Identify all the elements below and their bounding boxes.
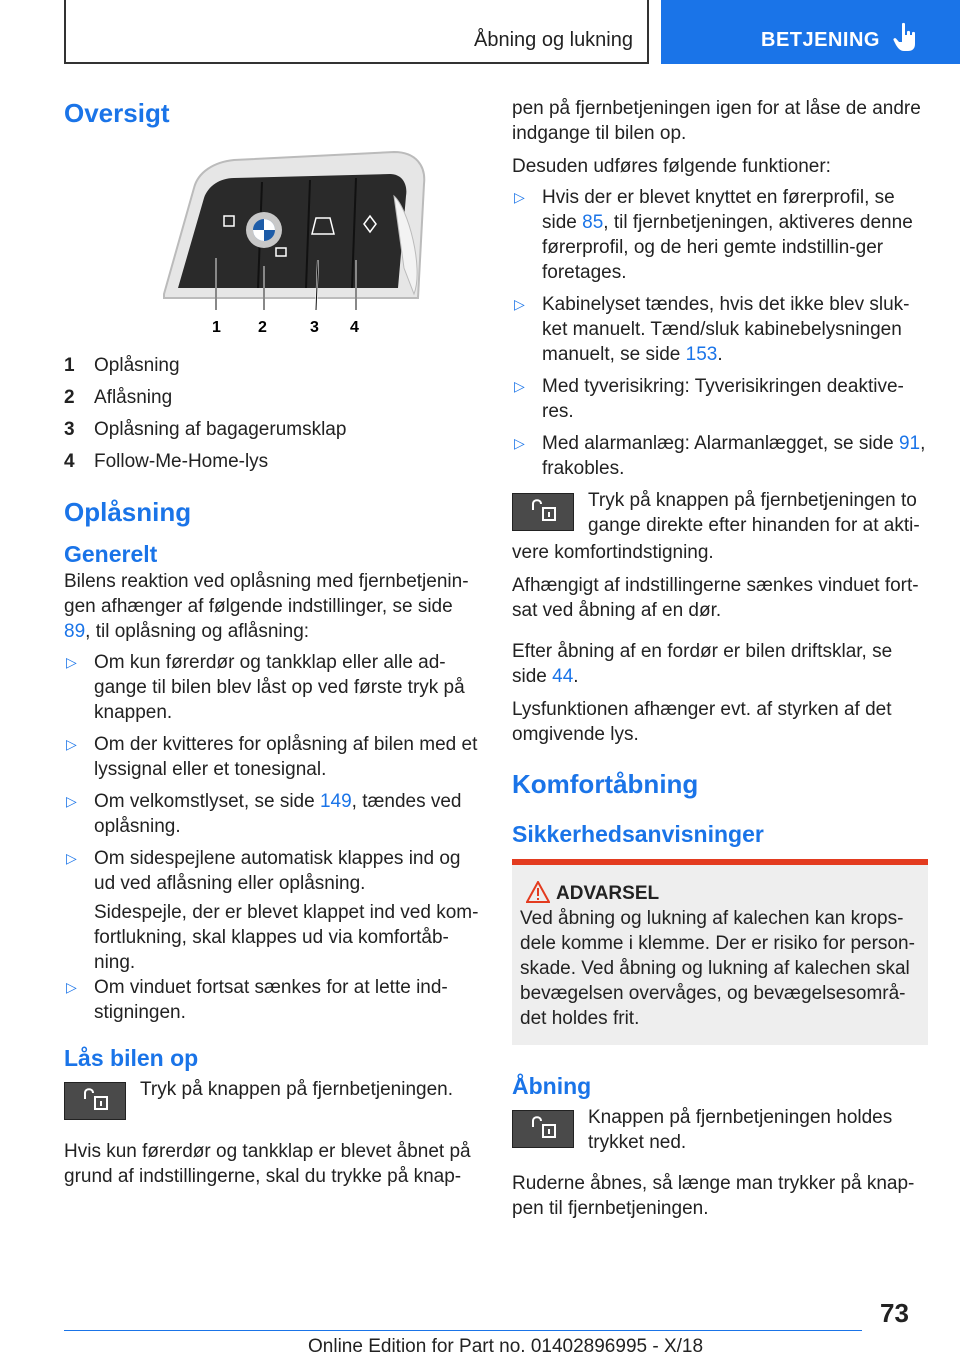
triangle-bullet-icon: ▷ — [514, 378, 525, 394]
page-link-149[interactable]: 149 — [319, 791, 352, 812]
unlock-button-icon — [512, 1110, 574, 1148]
key-label-4: 4 — [350, 319, 359, 336]
comfort-button-instruction: Tryk på knappen på fjernbetjeningen to gange direkte efter hinanden for at akti- — [512, 488, 928, 540]
remote-key-illustration — [134, 148, 426, 338]
list-item: ▷ Om sidespejlene automatisk klappes ind og ud ved aflåsning eller oplåsning. — [66, 848, 461, 894]
ready-paragraph: Efter åbning af en fordør er bilen driftsklar, se side 44. — [512, 641, 893, 687]
unlock-paragraph: Hvis kun førerdør og tankklap er blevet åbnet på grund af indstillingerne, skal du trykke på knap- — [64, 1141, 471, 1187]
continued-paragraph: pen på fjernbetjeningen igen for at låse de andre indgange til bilen op. — [512, 98, 921, 144]
page-link-89[interactable]: 89 — [64, 621, 86, 642]
page-link-85[interactable]: 85 — [582, 212, 604, 233]
left-column — [64, 96, 482, 1189]
triangle-bullet-icon: ▷ — [514, 296, 525, 312]
warning-triangle-icon — [526, 881, 550, 903]
list-item: ▷ Om velkomstlyset, se side 149, tændes ved oplåsning. — [66, 791, 462, 837]
open-paragraph: Ruderne åbnes, så længe man trykker på knap-pen til fjernbetjeningen. — [512, 1173, 915, 1219]
hand-pointer-icon — [893, 22, 919, 52]
heading-general: Generelt — [64, 541, 158, 567]
footer-edition: Online Edition for Part no. 01402896995 - X/18 — [308, 1336, 704, 1357]
triangle-bullet-icon: ▷ — [66, 654, 77, 670]
window-paragraph: Afhængigt af indstillingerne sænkes vinduet fort-sat ved åbning af en dør. — [512, 575, 919, 621]
unlock-button-icon — [64, 1082, 126, 1120]
triangle-bullet-icon: ▷ — [66, 736, 77, 752]
header-section-box — [64, 0, 649, 64]
functions-list — [512, 185, 928, 481]
page-number: 73 — [880, 1298, 909, 1328]
list-item: ▷ Om kun førerdør og tankklap eller alle ad-gange til bilen blev låst op ved første tryk på knappen. — [66, 652, 465, 723]
heading-opening: Åbning — [512, 1073, 592, 1099]
general-paragraph: Bilens reaktion ved oplåsning med fjernbetjenin-gen afhænger af følgende indstillinger, se side 89, til oplåsning og aflåsning: — [64, 571, 469, 642]
page-link-44[interactable]: 44 — [552, 666, 574, 687]
open-button-instruction: Knappen på fjernbetjeningen holdes trykket ned. — [512, 1105, 928, 1157]
warning-title: ADVARSEL — [556, 883, 660, 904]
legend-item: 3 Oplåsning af bagagerumsklap — [64, 419, 347, 440]
key-label-2: 2 — [258, 319, 267, 336]
key-label-3: 3 — [310, 319, 319, 336]
triangle-bullet-icon: ▷ — [514, 435, 525, 451]
comfort-cont: vere komfortindstigning. — [512, 542, 714, 563]
heading-safety: Sikkerhedsanvisninger — [512, 821, 764, 847]
triangle-bullet-icon: ▷ — [514, 189, 525, 205]
also-functions-text: Desuden udføres følgende funktioner: — [512, 156, 831, 177]
mirror-note: Sidespejle, der er blevet klappet ind ved kom-fortlukning, skal klappes ud via komfortåb-ning. — [94, 902, 479, 973]
legend-item: 4 Follow-Me-Home-lys — [64, 451, 269, 472]
page-link-153[interactable]: 153 — [685, 344, 718, 365]
heading-unlocking: Oplåsning — [64, 497, 192, 527]
heading-unlock-car: Lås bilen op — [64, 1045, 199, 1071]
unlock-button-instruction: Tryk på knappen på fjernbetjeningen. — [64, 1077, 482, 1129]
warning-box — [512, 859, 928, 1045]
header-chapter-title: BETJENING — [761, 29, 880, 51]
triangle-bullet-icon: ▷ — [66, 793, 77, 809]
triangle-bullet-icon: ▷ — [66, 850, 77, 866]
list-item: ▷ Om der kvitteres for oplåsning af bilen med et lyssignal eller et tonesignal. — [66, 734, 478, 780]
list-item: ▷ Med tyverisikring: Tyverisikringen deaktive-res. — [514, 376, 904, 422]
heading-comfort-opening: Komfortåbning — [512, 769, 699, 799]
list-item: ▷ Om vinduet fortsat sænkes for at lette ind-stigningen. — [66, 977, 448, 1023]
list-item: ▷ Kabinelyset tændes, hvis det ikke blev sluk-ket manuelt. Tænd/sluk kabinebelysningen manuelt, se side 153. — [514, 294, 910, 365]
light-paragraph: Lysfunktionen afhænger evt. af styrken af det omgivende lys. — [512, 699, 892, 745]
triangle-bullet-icon: ▷ — [66, 979, 77, 995]
settings-list-cont — [64, 975, 482, 1025]
settings-list — [64, 650, 482, 896]
warning-text: Ved åbning og lukning af kalechen kan krops-dele komme i klemme. Der er risiko for person-skade. Ved åbning og lukning af kalechen skal bevægelsen overvåges, og bevægelsesområ-det holdes frit. — [520, 908, 915, 1029]
list-item: ▷ Hvis der er blevet knyttet en førerprofil, se side 85, til fjernbetjeningen, aktiveres denne førerprofil, og de heri gemte indstillin-ger foretages. — [514, 187, 913, 283]
header-chapter-tab[interactable] — [661, 0, 960, 64]
right-column — [512, 96, 928, 1221]
key-label-1: 1 — [212, 319, 221, 336]
legend-item: 1 Oplåsning — [64, 355, 180, 376]
legend-item: 2 Aflåsning — [64, 387, 173, 408]
key-legend — [64, 353, 482, 481]
footer-divider — [64, 1330, 862, 1331]
page-link-91[interactable]: 91 — [898, 433, 921, 454]
unlock-button-icon — [512, 493, 574, 531]
heading-overview: Oversigt — [64, 98, 170, 128]
list-item: ▷ Med alarmanlæg: Alarmanlægget, se side 91, frakobles. — [514, 433, 926, 479]
header-section-title: Åbning og lukning — [473, 29, 633, 51]
